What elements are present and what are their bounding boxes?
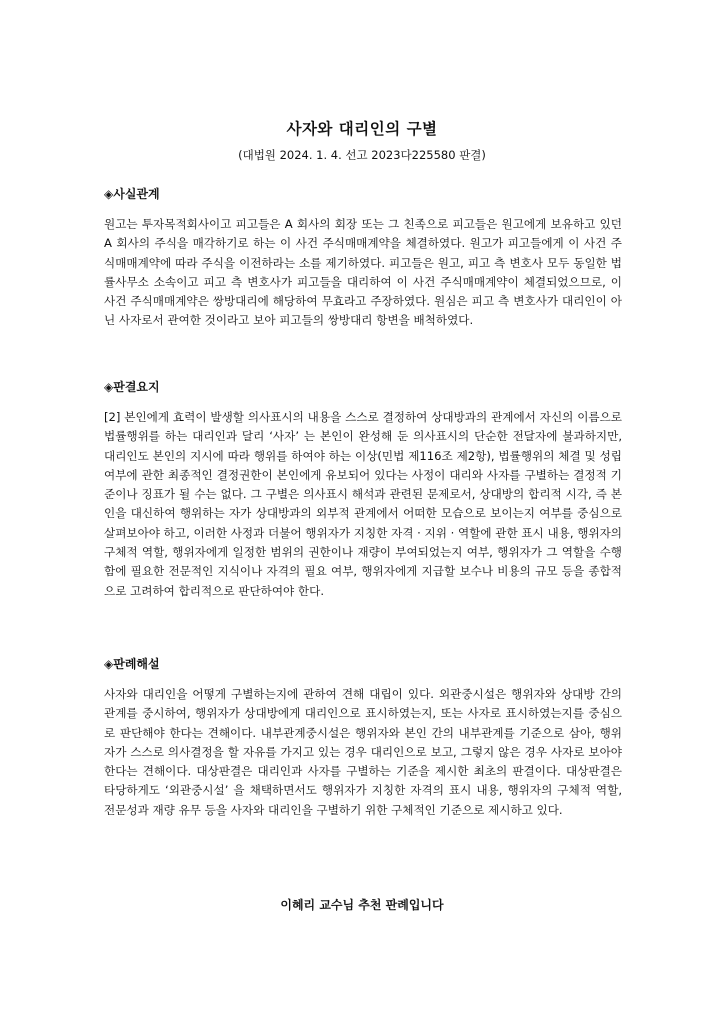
- section-heading-holding: ◈판결요지: [104, 380, 160, 394]
- section-heading-commentary: ◈판례해설: [104, 657, 160, 671]
- section-body-facts: 원고는 투자목적회사이고 피고들은 A 회사의 회장 또는 그 친족으로 피고들은 원고에게 보유하고 있던 A 회사의 주식을 매각하기로 하는 이 사건 주식매매계약을 체결하였다. 원고가 피고들에게 이 사건 주식매매계약에 따라 주식을 이전하라는 소를 제기하였다. 피고들은 원고, 피고 측 변호사 모두 동일한 법률사무소 소속이고 피고 측 변호사가 피고들을 대리하여 이 사건 주식매매계약이 체결되었으므로, 이 사건 주식매매계약은 쌍방대리에 해당하여 무효라고 주장하였다. 원심은 피고 측 변호사가 대리인이 아닌 사자로서 관여한 것이라고 보아 피고들의 쌍방대리 항변을 배척하였다.: [104, 217, 622, 328]
- case-citation: (대법원 2024. 1. 4. 선고 2023다225580 판결): [238, 148, 486, 162]
- footer-note: 이혜리 교수님 추천 판례입니다: [280, 898, 444, 912]
- section-body-holding: [2] 본인에게 효력이 발생할 의사표시의 내용을 스스로 결정하여 상대방과의 관계에서 자신의 이름으로 법률행위를 하는 대리인과 달리 ‘사자’ 는 본인이 완성해 둔 의사표시의 단순한 전달자에 불과하지만, 대리인도 본인의 지시에 따라 행위를 하여야 하는 이상(민법 제116조 제2항), 법률행위의 체결 및 성립 여부에 관한 최종적인 결정권한이 본인에게 유보되어 있다는 사정이 대리와 사자를 구별하는 결정적 기준이나 징표가 될 수는 없다. 그 구별은 의사표시 해석과 관련된 문제로서, 상대방의 합리적 시각, 즉 본인을 대신하여 행위하는 자가 상대방과의 외부적 관계에서 어떠한 모습으로 보이는지 여부를 중심으로 살펴보아야 하고, 이러한 사정과 더불어 행위자가 지칭한 자격 · 지위 · 역할에 관한 표시 내용, 행위자의 구체적 역할, 행위자에게 일정한 범위의 권한이나 재량이 부여되었는지 여부, 행위자가 그 역할을 수행함에 필요한 전문적인 지식이나 자격의 필요 여부, 행위자에게 지급할 보수나 비용의 규모 등을 종합적으로 고려하여 합리적으로 판단하여야 한다.: [104, 410, 623, 598]
- section-heading-facts: ◈사실관계: [104, 187, 160, 201]
- section-body-commentary: 사자와 대리인을 어떻게 구별하는지에 관하여 견해 대립이 있다. 외관중시설은 행위자와 상대방 간의 관계를 중시하여, 행위자가 상대방에게 대리인으로 표시하였는지, 또는 사자로 표시하였는지를 중심으로 판단해야 한다는 견해이다. 내부관계중시설은 행위자와 본인 간의 내부관계를 기준으로 삼아, 행위자가 스스로 의사결정을 할 자유를 가지고 있는 경우 대리인으로 보고, 그렇지 않은 경우 사자로 보아야 한다는 견해이다. 대상판결은 대리인과 사자를 구별하는 기준을 제시한 최초의 판결이다. 대상판결은 타당하게도 ‘외관중시설’ 을 채택하면서도 행위자가 지칭한 자격의 표시 내용, 행위자의 구체적 역할, 전문성과 재량 유무 등을 사자와 대리인을 구별하기 위한 구체적인 기준으로 제시하고 있다.: [104, 687, 622, 817]
- document-title: 사자와 대리인의 구별: [286, 120, 438, 138]
